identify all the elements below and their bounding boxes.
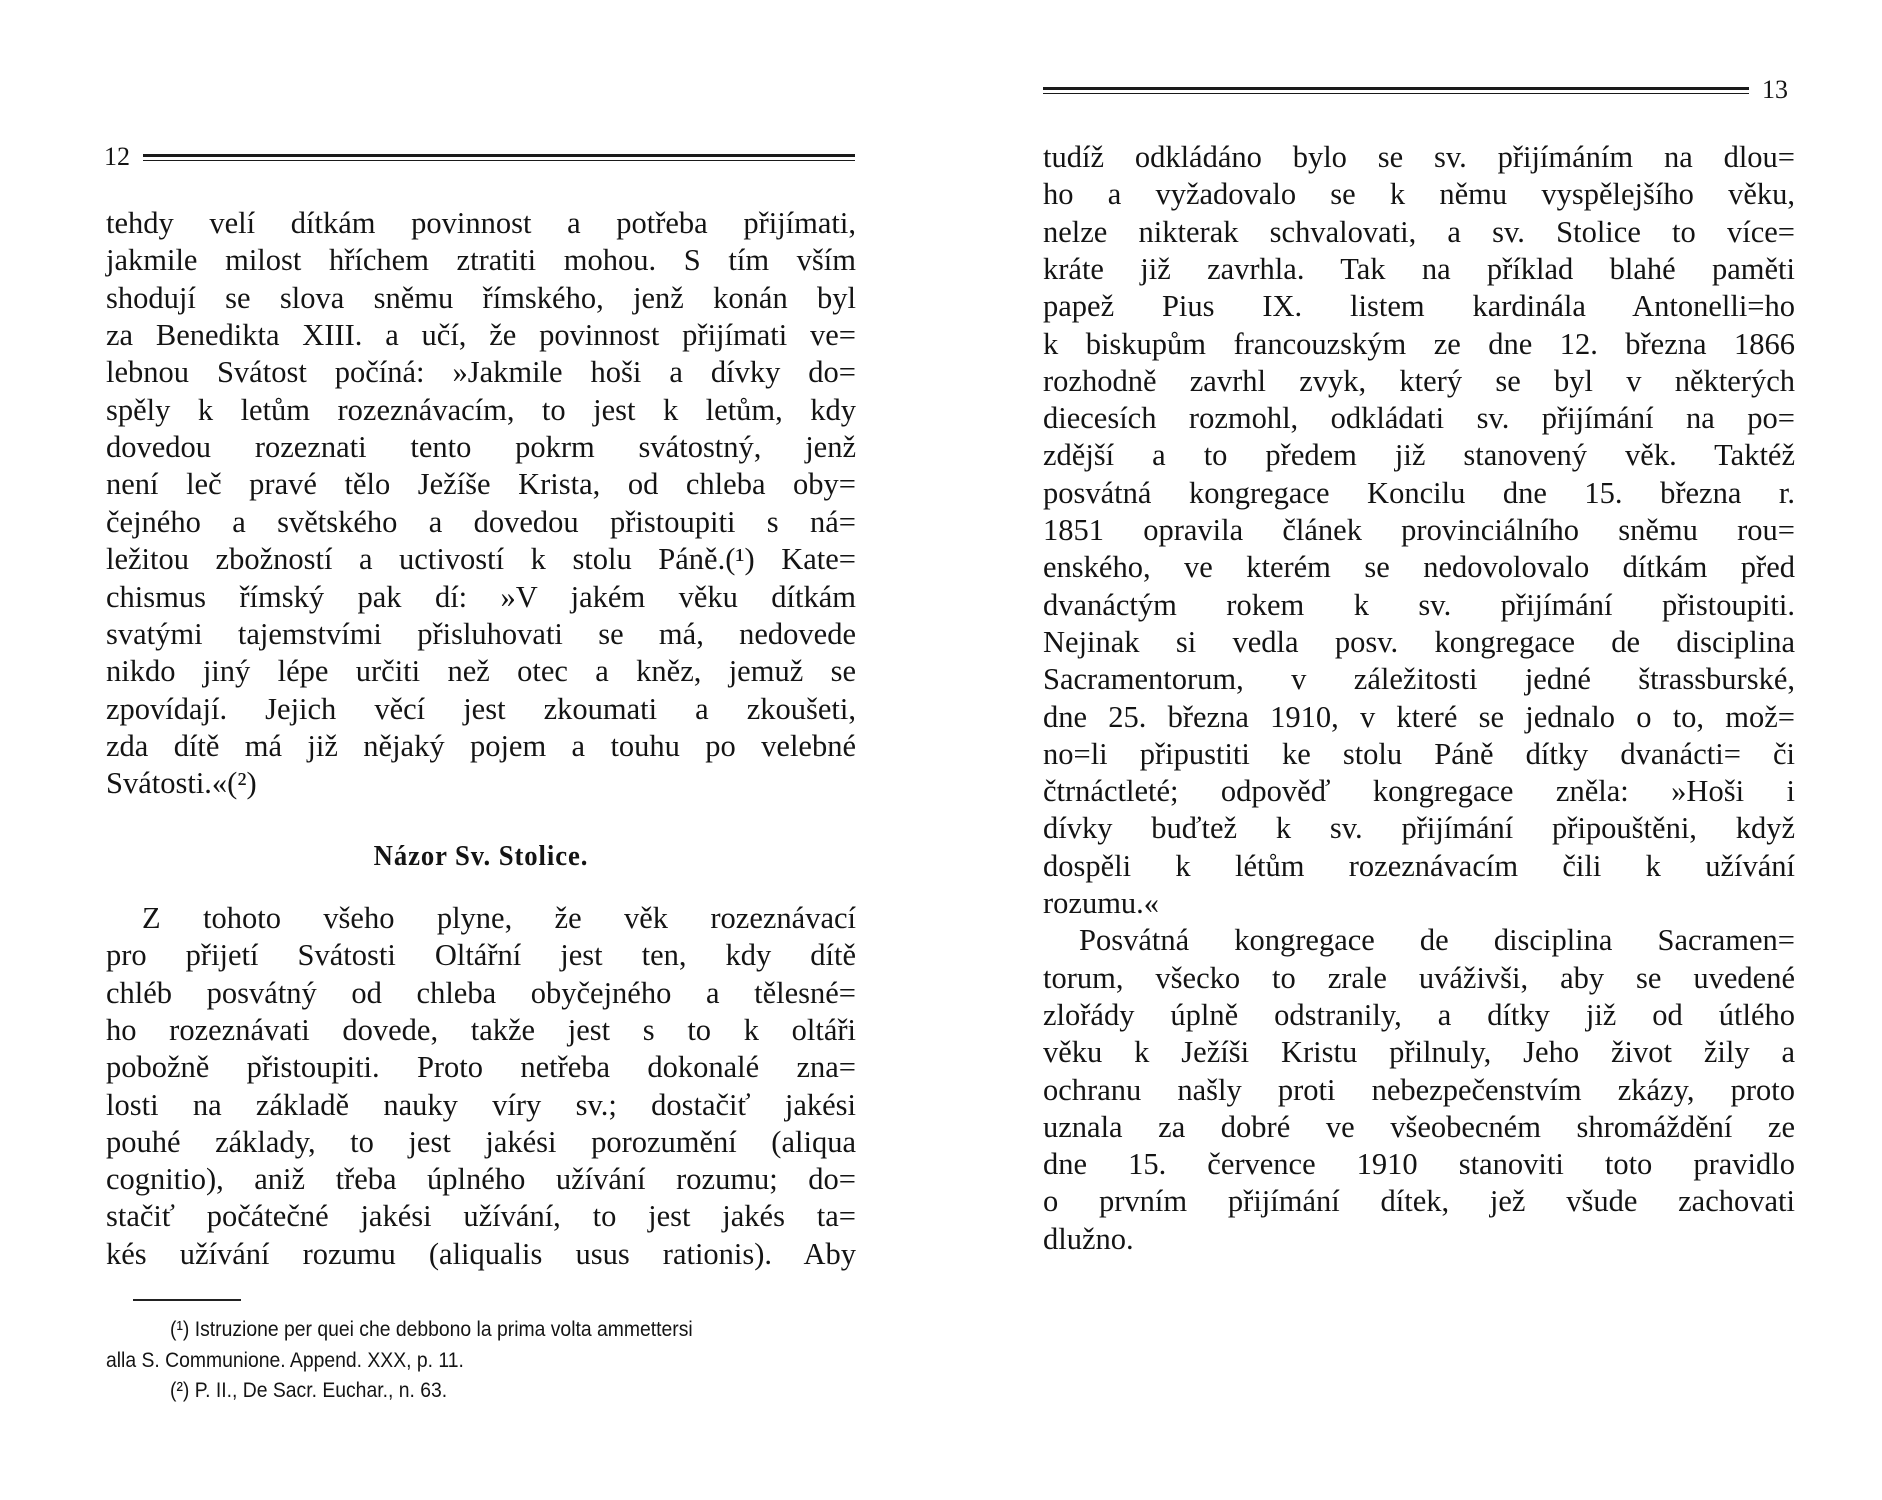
footnote-line: (¹) Istruzione per quei che debbono la prima volta ammettersi: [170, 1317, 693, 1341]
text-line: rozumu.«: [1043, 886, 1160, 920]
text-line: torum, všecko to zrale uváživši, aby se uvedené: [1043, 960, 1795, 995]
text-line: cognitio), aniž třeba úplného užívání rozumu; do=: [106, 1162, 856, 1197]
text-line: dlužno.: [1043, 1221, 1134, 1256]
text-line: jakmile milost hříchem ztratiti mohou. S tím vším: [106, 243, 856, 278]
text-line: chléb posvátný od chleba obyčejného a tělesné=: [106, 975, 856, 1010]
text-line: čtrnáctleté; odpověď kongregace zněla: »Hoši i: [1043, 774, 1795, 809]
text-line: nelze nikterak schvalovati, a sv. Stolice to více=: [1043, 214, 1795, 249]
text-line: Sacramentorum, v záležitosti jedné štrassburské,: [1043, 662, 1795, 697]
text-line: Nejinak si vedla posv. kongregace de disciplina: [1043, 624, 1795, 659]
text-line: no=li připustiti ke stolu Páně dítky dvanácti= či: [1043, 736, 1795, 771]
page-number-right: 13: [1762, 75, 1788, 104]
text-line: posvátná kongregace Koncilu dne 15. března r.: [1043, 475, 1795, 510]
text-line: enského, ve kterém se nedovolovalo dítkám před: [1043, 550, 1795, 585]
text-line: tudíž odkládáno bylo se sv. přijímáním na dlou=: [1043, 140, 1795, 174]
footnote-line: (²) P. II., De Sacr. Euchar., n. 63.: [170, 1378, 448, 1402]
text-line: za Benedikta XIII. a učí, že povinnost přijímati ve=: [106, 318, 856, 353]
text-line: dospěli k létům rozeznávacím čili k užívání: [1043, 848, 1795, 883]
text-line: nikdo jiný lépe určiti než otec a kněz, jemuž se: [106, 654, 856, 689]
text-line: ho a vyžadovalo se k němu vyspělejšího věku,: [1043, 177, 1795, 212]
section-heading: Názor Sv. Stolice.: [373, 840, 589, 872]
text-line: ochranu našly proti nebezpečenstvím zkázy, proto: [1043, 1072, 1795, 1107]
text-line: zda dítě má již nějaký pojem a touhu po velebné: [106, 728, 856, 763]
header-rule-right: [1043, 87, 1749, 94]
text-line: kráte již zavrhla. Tak na příklad blahé paměti: [1043, 251, 1795, 286]
text-line: pobožně přistoupiti. Proto netřeba dokonalé zna=: [106, 1050, 856, 1085]
text-line: Posvátná kongregace de disciplina Sacramen=: [1079, 923, 1795, 958]
text-line: není leč pravé tělo Ježíše Krista, od chleba oby=: [106, 467, 856, 502]
text-line: rozhodně zavrhl zvyk, který se byl v některých: [1043, 363, 1795, 398]
text-line: uznala za dobré ve všeobecném shromáždění ze: [1043, 1109, 1795, 1144]
text-line: lebnou Svátost počíná: »Jakmile hoši a dívky do=: [106, 355, 856, 390]
text-line: zpovídají. Jejich věcí jest zkoumati a zkoušeti,: [106, 691, 856, 726]
header-rule-left: [143, 154, 855, 161]
text-line: čejného a světského a dovedou přistoupiti s ná=: [106, 504, 856, 539]
text-line: dne 25. března 1910, v které se jednalo o to, mož=: [1043, 699, 1795, 734]
text-line: dovedou rozeznati tento pokrm svátostný, jenž: [106, 430, 856, 465]
text-line: losti na základě nauky víry sv.; dostačiť jakési: [106, 1087, 856, 1122]
text-line: papež Pius IX. listem kardinála Antonelli=ho: [1043, 289, 1795, 324]
footnote-line: alla S. Communione. Append. XXX, p. 11.: [106, 1348, 464, 1372]
text-line: dne 15. července 1910 stanoviti toto pravidlo: [1043, 1147, 1795, 1182]
text-line: zlořády úplně odstranily, a dítky již od útlého: [1043, 997, 1795, 1032]
text-line: zdější a to předem již stanovený věk. Taktéž: [1043, 438, 1795, 473]
text-line: pro přijetí Svátosti Oltářní jest ten, kdy dítě: [106, 938, 856, 973]
text-line: stačiť počátečné jakési užívání, to jest jakés ta=: [106, 1199, 856, 1234]
text-line: dívky buďtež k sv. přijímání připouštěni, když: [1043, 811, 1795, 846]
text-line: kés užívání rozumu (aliqualis usus rationis). Aby: [106, 1236, 856, 1271]
text-line: Svátosti.«(²): [106, 766, 257, 801]
text-line: svatými tajemstvími přisluhovati se má, nedovede: [106, 616, 856, 651]
footnote-rule: [133, 1299, 241, 1301]
text-line: shodují se slova sněmu římského, jenž konán byl: [106, 280, 856, 315]
text-line: spěly k letům rozeznávacím, to jest k letům, kdy: [106, 392, 856, 427]
text-line: dvanáctým rokem k sv. přijímání přistoupiti.: [1043, 587, 1795, 622]
text-line: tehdy velí dítkám povinnost a potřeba přijímati,: [106, 206, 856, 240]
text-line: ležitou zbožností a uctivostí k stolu Páně.(¹) Kate=: [106, 542, 856, 577]
text-line: ho rozeznávati dovede, takže jest s to k oltáři: [106, 1012, 856, 1047]
text-line: k biskupům francouzským ze dne 12. března 1866: [1043, 326, 1795, 361]
text-line: věku k Ježíši Kristu přilnuly, Jeho život žily a: [1043, 1035, 1795, 1070]
text-line: 1851 opravila článek provinciálního sněmu rou=: [1043, 513, 1795, 547]
text-line: diecesích rozmohl, odkládati sv. přijímání na po=: [1043, 401, 1795, 436]
text-line: pouhé základy, to jest jakési porozumění (aliqua: [106, 1124, 856, 1159]
text-line: Z tohoto všeho plyne, že věk rozeznávací: [142, 901, 856, 935]
text-line: o prvním přijímání dítek, jež všude zachovati: [1043, 1184, 1795, 1219]
text-line: chismus římský pak dí: »V jakém věku dítkám: [106, 579, 856, 614]
page-number-left: 12: [104, 142, 130, 171]
